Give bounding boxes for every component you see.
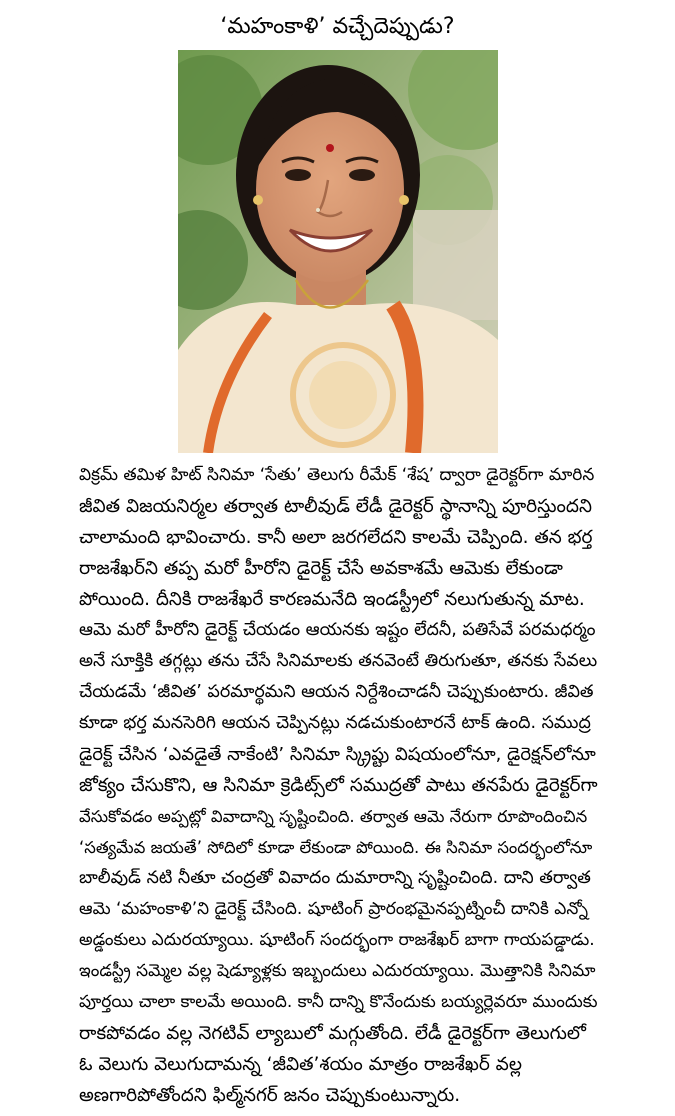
article-line: పూర్తయి చాలా కాలమే అయింది. కానీ దాన్ని కొనేందుకు బయ్యర్లెవరూ ముందుకు xyxy=(79,992,598,1012)
article-line: అనే సూక్తికి తగ్గట్లు తను చేసే సినిమాలకు తనవెంటే తిరుగుతూ, తనకు సేవలు xyxy=(79,651,598,671)
article-line: ఇండస్ట్రీ సమ్మెల వల్ల షెడ్యూళ్లకు ఇబ్బందులు ఎదురయ్యాయి. మొత్తానికి సినిమా xyxy=(79,961,596,981)
article-line: వేసుకోవడం అప్పట్లో వివాదాన్ని సృష్టించింది. తర్వాత ఆమె నేరుగా రూపొందించిన xyxy=(79,807,588,826)
article-line: కూడా భర్త మనసెరిగి ఆయన చెప్పినట్లు నడచుకుంటారనే టాక్ ఉంది. సముద్ర xyxy=(79,713,591,733)
article-line: బాలీవుడ్ నటి నీతూ చంద్రతో వివాదం దుమారాన్ని సృష్టించింది. దాని తర్వాత xyxy=(79,868,591,888)
article-line: రాకపోవడం వల్ల నెగటివ్ ల్యాబులో మగ్గుతోంది. లేడీ డైరెక్టర్‌గా తెలుగులో xyxy=(79,1023,586,1044)
article-line: అణగారిపోతోందని ఫిల్మ్‌నగర్ జనం చెప్పుకుంటున్నారు. xyxy=(79,1085,461,1106)
article-title: ‘మహంకాళి’ వచ్చేదెప్పుడు? xyxy=(220,14,455,39)
article-line: చేయడమే ‘జీవిత’ పరమార్థమని ఆయన నిర్దేశించాడనీ చెప్పుకుంటారు. జీవిత xyxy=(79,682,594,702)
article-line: ఓ వెలుగు వెలుగుదామన్న ‘జీవిత’శయం మాత్రం రాజశేఖర్ వల్ల xyxy=(79,1054,522,1075)
article-line: డైరెక్ట్ చేసిన ‘ఎవడైతే నాకేంటి’ సినిమా స్క్రిప్టు విషయంలోనూ, డైరెక్షన్‌లోనూ xyxy=(79,744,596,765)
article-line: ఆమె ‘మహంకాళి’ని డైరెక్ట్ చేసింది. షూటింగ్ ప్రారంభమైనప్పట్నించీ దానికి ఎన్నో xyxy=(79,899,589,919)
article-line: అడ్డంకులు ఎదురయ్యాయి. షూటింగ్ సందర్భంగా రాజశేఖర్ బాగా గాయపడ్డాడు. xyxy=(79,930,595,950)
article-line: ఆమె మరో హీరోని డైరెక్ట్ చేయడం ఆయనకు ఇష్టం లేదనీ, పతిసేవే పరమధర్మం xyxy=(79,620,596,640)
article-line: జోక్యం చేసుకొని, ఆ సినిమా క్రెడిట్స్‌లో సముద్రతో పాటు తనపేరు డైరెక్టర్‌గా xyxy=(79,775,598,796)
article-line: రాజశేఖర్‌ని తప్ప మరో హీరోని డైరెక్ట్ చేసే అవకాశమే ఆమెకు లేకుండా xyxy=(79,558,563,579)
article-line: చాలామంది భావించారు. కానీ అలా జరగలేదని కాలమే చెప్పింది. తన భర్త xyxy=(79,527,593,548)
article-line: ‘సత్యమేవ జయతే’ సోదిలో కూడా లేకుండా పోయింది. ఈ సినిమా సందర్భంలోనూ xyxy=(79,838,593,857)
article-line: విక్రమ్ తమిళ హిట్ సినిమా ‘సేతు’ తెలుగు రీమేక్ ‘శేష’ ద్వారా డైరెక్టర్‌గా మారిన xyxy=(79,465,595,485)
article-line: పోయింది. దీనికి రాజశేఖరే కారణమనేది ఇండస్ట్రీలో నలుగుతున్న మాట. xyxy=(79,589,585,610)
article-line: జీవిత విజయనిర్మల తర్వాత టాలీవుడ్ లేడీ డైరెక్టర్ స్థానాన్ని పూరిస్తుందని xyxy=(79,496,592,517)
article-body xyxy=(79,460,599,1111)
portrait-photo xyxy=(178,50,498,453)
